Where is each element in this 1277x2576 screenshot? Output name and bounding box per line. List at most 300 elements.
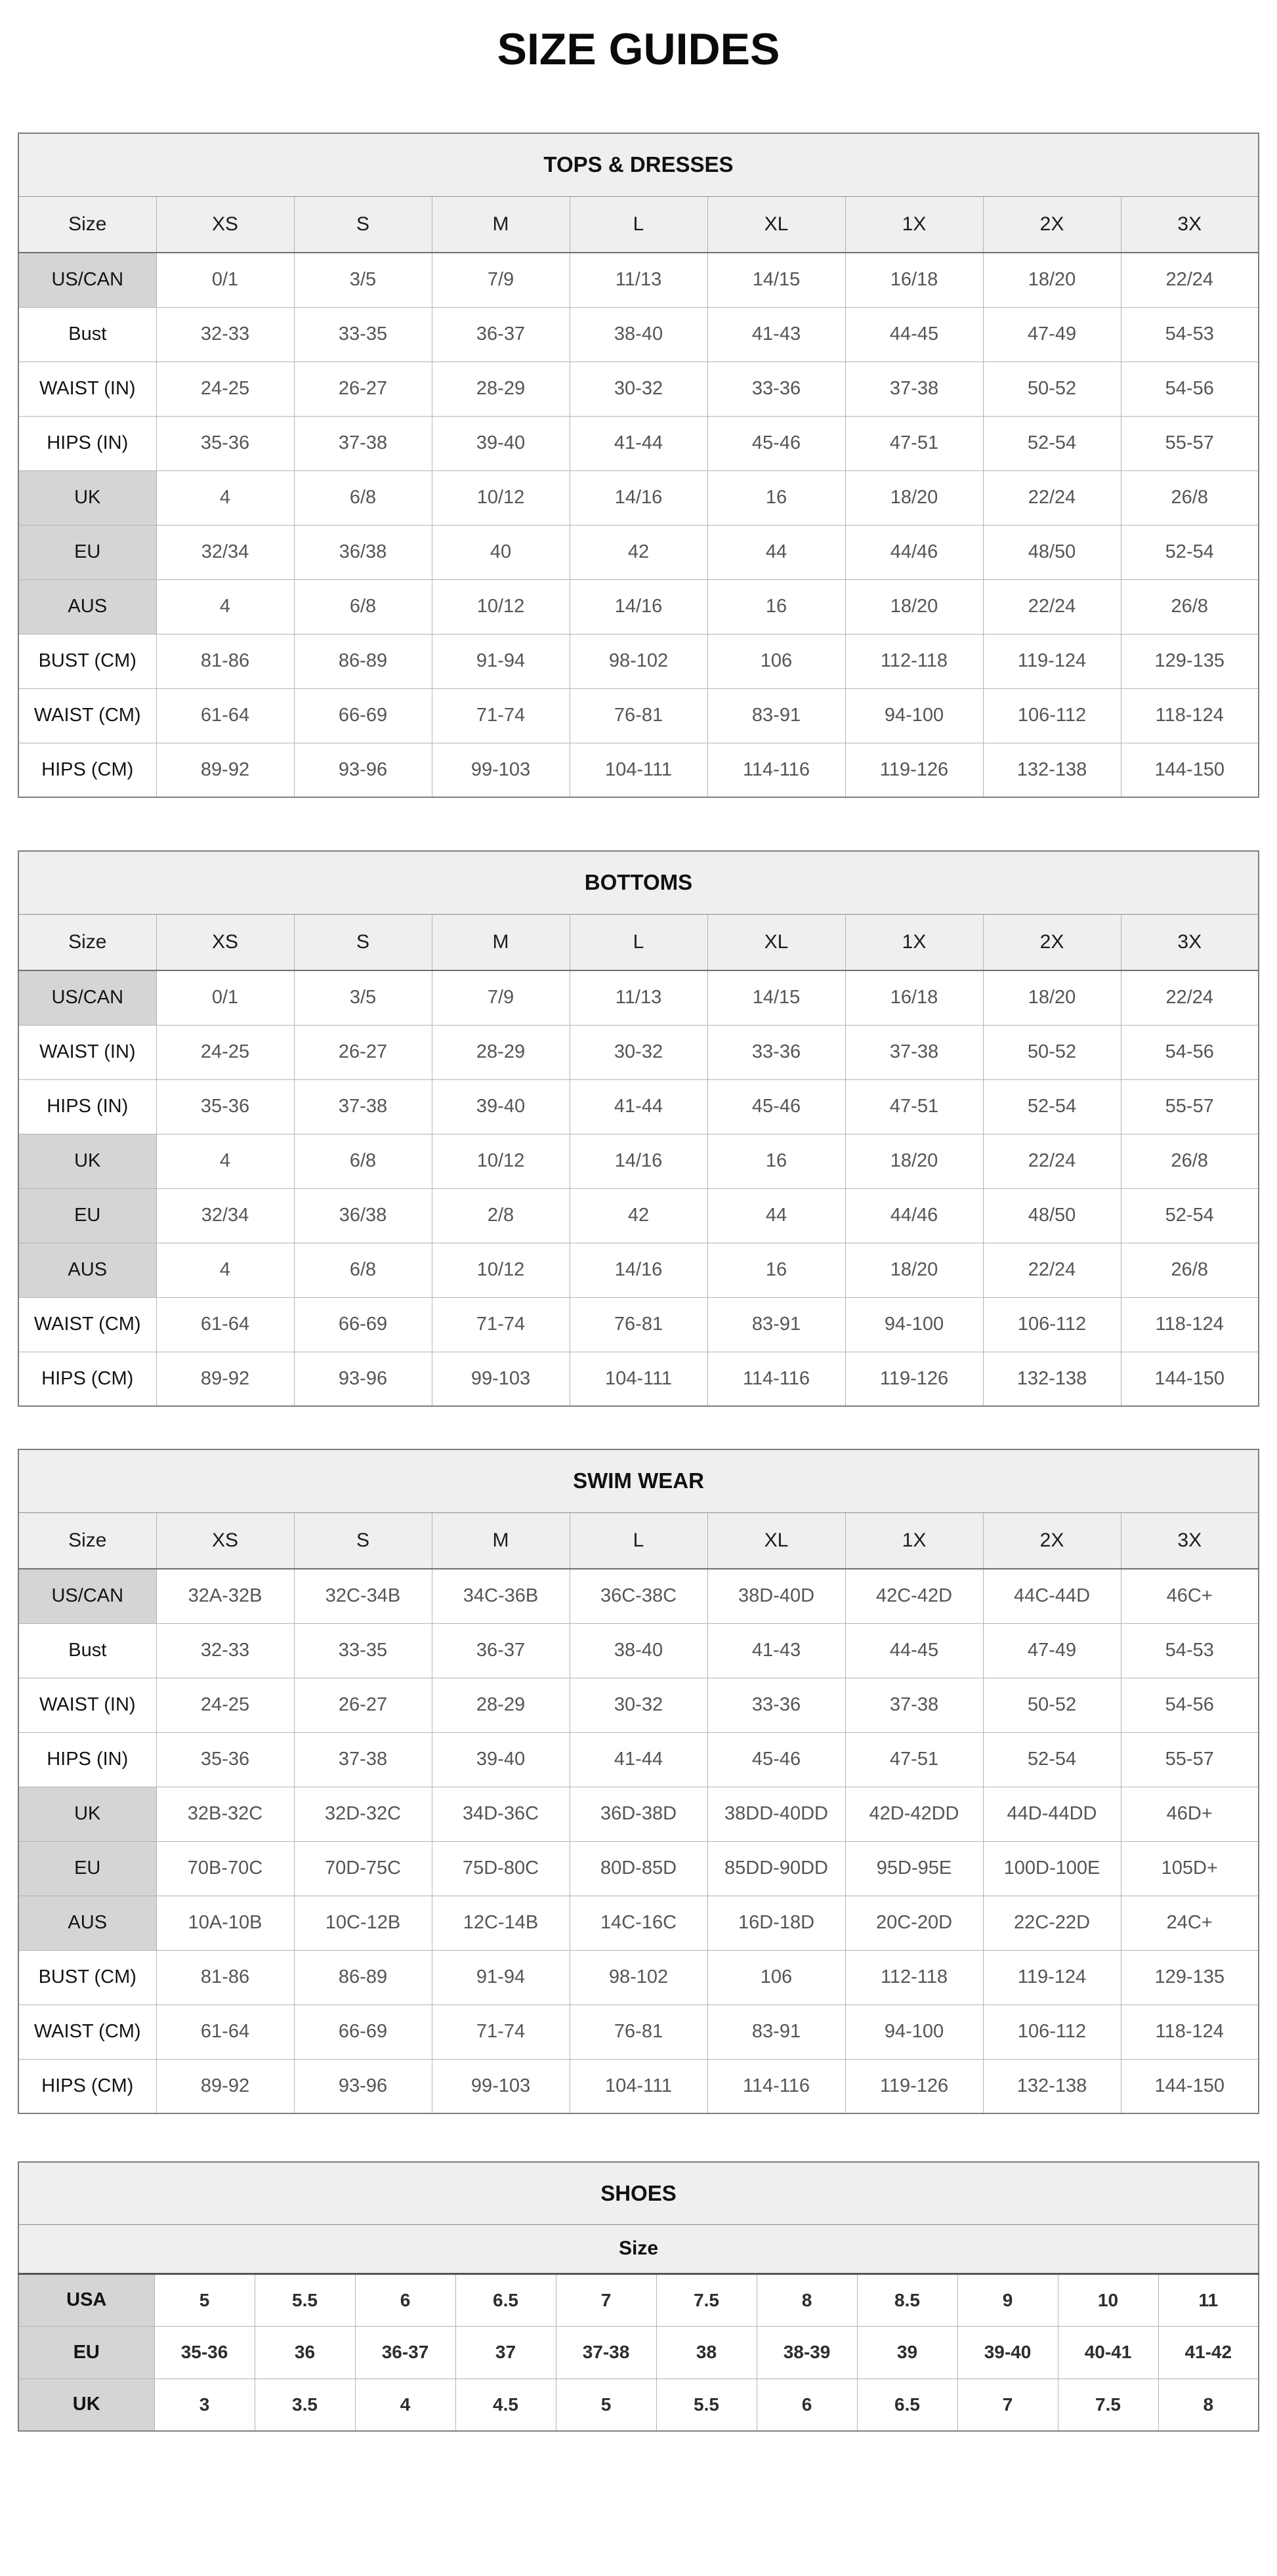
size-value: 100D-100E bbox=[983, 1841, 1121, 1896]
size-value: 47-51 bbox=[845, 416, 983, 470]
size-value: 119-126 bbox=[845, 743, 983, 797]
table-row bbox=[18, 470, 1259, 525]
size-value: 4.5 bbox=[455, 2379, 556, 2431]
size-value: 24-25 bbox=[156, 1025, 294, 1079]
row-label: AUS bbox=[18, 579, 156, 634]
table-row bbox=[18, 1569, 1259, 1623]
size-value: 36-37 bbox=[432, 1623, 570, 1678]
size-value: 5 bbox=[154, 2274, 255, 2326]
table-title-row bbox=[18, 1449, 1259, 1512]
size-value: 39-40 bbox=[432, 1079, 570, 1134]
column-header: Size bbox=[18, 196, 156, 253]
size-value: 44 bbox=[707, 1188, 845, 1243]
size-value: 41-43 bbox=[707, 307, 845, 362]
size-value: 106-112 bbox=[983, 688, 1121, 743]
size-table-swim bbox=[18, 1449, 1259, 2114]
row-label: US/CAN bbox=[18, 253, 156, 307]
size-value: 41-42 bbox=[1158, 2326, 1259, 2379]
row-label: Bust bbox=[18, 307, 156, 362]
size-value: 10C-12B bbox=[294, 1896, 432, 1950]
size-value: 81-86 bbox=[156, 634, 294, 688]
table-row bbox=[18, 2059, 1259, 2113]
size-value: 18/20 bbox=[845, 579, 983, 634]
size-value: 38DD-40DD bbox=[707, 1787, 845, 1841]
tables-container bbox=[0, 133, 1277, 2432]
size-value: 5.5 bbox=[656, 2379, 757, 2431]
column-header: 2X bbox=[983, 1512, 1121, 1569]
table-row bbox=[18, 1188, 1259, 1243]
size-value: 66-69 bbox=[294, 688, 432, 743]
size-value: 112-118 bbox=[845, 1950, 983, 2005]
size-value: 32-33 bbox=[156, 307, 294, 362]
column-header: XL bbox=[707, 196, 845, 253]
size-value: 32A-32B bbox=[156, 1569, 294, 1623]
size-value: 8 bbox=[1158, 2379, 1259, 2431]
size-value: 66-69 bbox=[294, 2005, 432, 2059]
size-value: 10A-10B bbox=[156, 1896, 294, 1950]
size-value: 28-29 bbox=[432, 1678, 570, 1732]
size-value: 89-92 bbox=[156, 2059, 294, 2113]
row-label: WAIST (CM) bbox=[18, 688, 156, 743]
column-header: 1X bbox=[845, 196, 983, 253]
size-value: 37-38 bbox=[294, 416, 432, 470]
column-header: 2X bbox=[983, 914, 1121, 970]
table-row bbox=[18, 2005, 1259, 2059]
size-value: 106-112 bbox=[983, 1297, 1121, 1352]
size-value: 61-64 bbox=[156, 688, 294, 743]
size-table-shoes bbox=[18, 2161, 1259, 2432]
size-value: 14C-16C bbox=[570, 1896, 707, 1950]
size-value: 33-36 bbox=[707, 1025, 845, 1079]
size-value: 32/34 bbox=[156, 1188, 294, 1243]
size-value: 30-32 bbox=[570, 362, 707, 416]
size-value: 18/20 bbox=[983, 970, 1121, 1025]
size-value: 4 bbox=[156, 1243, 294, 1297]
size-value: 104-111 bbox=[570, 2059, 707, 2113]
size-value: 14/16 bbox=[570, 1134, 707, 1188]
size-value: 33-35 bbox=[294, 307, 432, 362]
row-label: WAIST (CM) bbox=[18, 2005, 156, 2059]
size-value: 91-94 bbox=[432, 634, 570, 688]
size-value: 144-150 bbox=[1121, 1352, 1259, 1406]
size-value: 99-103 bbox=[432, 2059, 570, 2113]
table-row bbox=[18, 416, 1259, 470]
size-value: 38-40 bbox=[570, 1623, 707, 1678]
column-header: XS bbox=[156, 196, 294, 253]
size-value: 16D-18D bbox=[707, 1896, 845, 1950]
size-value: 86-89 bbox=[294, 1950, 432, 2005]
table-row bbox=[18, 525, 1259, 579]
size-value: 52-54 bbox=[1121, 1188, 1259, 1243]
size-value: 4 bbox=[156, 1134, 294, 1188]
column-header-row bbox=[18, 196, 1259, 253]
column-header: M bbox=[432, 1512, 570, 1569]
size-value: 24-25 bbox=[156, 362, 294, 416]
size-table-bottoms bbox=[18, 850, 1259, 1407]
size-value: 3.5 bbox=[255, 2379, 355, 2431]
size-value: 14/16 bbox=[570, 579, 707, 634]
size-value: 18/20 bbox=[983, 253, 1121, 307]
size-value: 93-96 bbox=[294, 743, 432, 797]
size-value: 71-74 bbox=[432, 1297, 570, 1352]
size-value: 33-36 bbox=[707, 1678, 845, 1732]
size-value: 18/20 bbox=[845, 1134, 983, 1188]
size-value: 41-44 bbox=[570, 1732, 707, 1787]
size-value: 28-29 bbox=[432, 362, 570, 416]
row-label: UK bbox=[18, 1787, 156, 1841]
size-value: 83-91 bbox=[707, 688, 845, 743]
size-value: 16 bbox=[707, 1134, 845, 1188]
size-value: 46D+ bbox=[1121, 1787, 1259, 1841]
size-value: 99-103 bbox=[432, 1352, 570, 1406]
size-value: 16 bbox=[707, 470, 845, 525]
row-label: US/CAN bbox=[18, 1569, 156, 1623]
size-value: 114-116 bbox=[707, 743, 845, 797]
size-value: 98-102 bbox=[570, 634, 707, 688]
size-value: 119-124 bbox=[983, 1950, 1121, 2005]
size-value: 91-94 bbox=[432, 1950, 570, 2005]
table-title: TOPS & DRESSES bbox=[18, 133, 1259, 196]
size-value: 118-124 bbox=[1121, 1297, 1259, 1352]
table-row bbox=[18, 1623, 1259, 1678]
table-row bbox=[18, 579, 1259, 634]
size-value: 86-89 bbox=[294, 634, 432, 688]
table-row bbox=[18, 634, 1259, 688]
size-value: 22C-22D bbox=[983, 1896, 1121, 1950]
size-value: 61-64 bbox=[156, 2005, 294, 2059]
table-row bbox=[18, 1134, 1259, 1188]
size-value: 94-100 bbox=[845, 2005, 983, 2059]
size-value: 4 bbox=[156, 579, 294, 634]
size-value: 6/8 bbox=[294, 470, 432, 525]
size-value: 89-92 bbox=[156, 1352, 294, 1406]
size-value: 8 bbox=[757, 2274, 857, 2326]
size-value: 94-100 bbox=[845, 1297, 983, 1352]
size-value: 30-32 bbox=[570, 1678, 707, 1732]
size-value: 20C-20D bbox=[845, 1896, 983, 1950]
size-value: 106 bbox=[707, 1950, 845, 2005]
table-subtitle-row bbox=[18, 2224, 1259, 2274]
size-value: 6/8 bbox=[294, 1134, 432, 1188]
size-value: 81-86 bbox=[156, 1950, 294, 2005]
size-value: 37-38 bbox=[845, 1025, 983, 1079]
column-header: 2X bbox=[983, 196, 1121, 253]
size-value: 34C-36B bbox=[432, 1569, 570, 1623]
size-value: 3 bbox=[154, 2379, 255, 2431]
size-value: 35-36 bbox=[156, 1732, 294, 1787]
size-value: 37-38 bbox=[294, 1079, 432, 1134]
size-value: 6.5 bbox=[455, 2274, 556, 2326]
table-row bbox=[18, 2274, 1259, 2326]
size-value: 22/24 bbox=[983, 579, 1121, 634]
table-row bbox=[18, 307, 1259, 362]
size-value: 10/12 bbox=[432, 579, 570, 634]
size-value: 6/8 bbox=[294, 1243, 432, 1297]
size-value: 118-124 bbox=[1121, 688, 1259, 743]
size-value: 11/13 bbox=[570, 970, 707, 1025]
size-value: 52-54 bbox=[983, 1732, 1121, 1787]
row-label: EU bbox=[18, 525, 156, 579]
size-value: 11 bbox=[1158, 2274, 1259, 2326]
size-value: 48/50 bbox=[983, 1188, 1121, 1243]
row-label: WAIST (CM) bbox=[18, 1297, 156, 1352]
size-value: 22/24 bbox=[1121, 970, 1259, 1025]
size-value: 24-25 bbox=[156, 1678, 294, 1732]
size-value: 42C-42D bbox=[845, 1569, 983, 1623]
table-row bbox=[18, 1079, 1259, 1134]
size-value: 18/20 bbox=[845, 1243, 983, 1297]
table-title: SWIM WEAR bbox=[18, 1449, 1259, 1512]
size-value: 7/9 bbox=[432, 253, 570, 307]
row-label: HIPS (CM) bbox=[18, 1352, 156, 1406]
size-value: 22/24 bbox=[983, 1134, 1121, 1188]
size-value: 16/18 bbox=[845, 253, 983, 307]
size-value: 144-150 bbox=[1121, 743, 1259, 797]
column-header: 3X bbox=[1121, 1512, 1259, 1569]
row-label: WAIST (IN) bbox=[18, 1025, 156, 1079]
table-row bbox=[18, 1787, 1259, 1841]
size-value: 47-49 bbox=[983, 1623, 1121, 1678]
size-value: 95D-95E bbox=[845, 1841, 983, 1896]
size-value: 42 bbox=[570, 525, 707, 579]
size-value: 119-124 bbox=[983, 634, 1121, 688]
row-label: HIPS (IN) bbox=[18, 1079, 156, 1134]
size-value: 44-45 bbox=[845, 307, 983, 362]
size-value: 50-52 bbox=[983, 1025, 1121, 1079]
size-value: 76-81 bbox=[570, 688, 707, 743]
size-value: 26/8 bbox=[1121, 579, 1259, 634]
size-value: 24C+ bbox=[1121, 1896, 1259, 1950]
size-value: 104-111 bbox=[570, 1352, 707, 1406]
size-value: 39-40 bbox=[957, 2326, 1058, 2379]
size-value: 2/8 bbox=[432, 1188, 570, 1243]
size-value: 4 bbox=[355, 2379, 455, 2431]
size-value: 44 bbox=[707, 525, 845, 579]
size-value: 9 bbox=[957, 2274, 1058, 2326]
table-row bbox=[18, 1896, 1259, 1950]
size-value: 26/8 bbox=[1121, 470, 1259, 525]
size-value: 41-43 bbox=[707, 1623, 845, 1678]
table-row bbox=[18, 1732, 1259, 1787]
row-label: AUS bbox=[18, 1896, 156, 1950]
size-value: 11/13 bbox=[570, 253, 707, 307]
column-header: M bbox=[432, 196, 570, 253]
size-value: 36/38 bbox=[294, 525, 432, 579]
size-value: 47-49 bbox=[983, 307, 1121, 362]
size-value: 10/12 bbox=[432, 470, 570, 525]
size-value: 37-38 bbox=[556, 2326, 656, 2379]
size-value: 54-56 bbox=[1121, 362, 1259, 416]
size-value: 16/18 bbox=[845, 970, 983, 1025]
size-value: 55-57 bbox=[1121, 416, 1259, 470]
table-row bbox=[18, 1025, 1259, 1079]
table-row bbox=[18, 1678, 1259, 1732]
size-value: 70D-75C bbox=[294, 1841, 432, 1896]
size-value: 7.5 bbox=[656, 2274, 757, 2326]
size-value: 93-96 bbox=[294, 1352, 432, 1406]
size-value: 7/9 bbox=[432, 970, 570, 1025]
row-label: EU bbox=[18, 2326, 154, 2379]
size-value: 26-27 bbox=[294, 1678, 432, 1732]
size-value: 52-54 bbox=[1121, 525, 1259, 579]
size-value: 6 bbox=[757, 2379, 857, 2431]
row-label: WAIST (IN) bbox=[18, 362, 156, 416]
column-header: S bbox=[294, 196, 432, 253]
size-table-tops bbox=[18, 133, 1259, 798]
size-value: 50-52 bbox=[983, 1678, 1121, 1732]
size-value: 35-36 bbox=[156, 1079, 294, 1134]
size-value: 32C-34B bbox=[294, 1569, 432, 1623]
size-value: 114-116 bbox=[707, 2059, 845, 2113]
size-value: 33-35 bbox=[294, 1623, 432, 1678]
table-row bbox=[18, 1950, 1259, 2005]
row-label: UK bbox=[18, 470, 156, 525]
size-value: 3/5 bbox=[294, 970, 432, 1025]
size-value: 38 bbox=[656, 2326, 757, 2379]
size-value: 45-46 bbox=[707, 1732, 845, 1787]
column-header: L bbox=[570, 914, 707, 970]
size-value: 42 bbox=[570, 1188, 707, 1243]
size-value: 16 bbox=[707, 579, 845, 634]
size-value: 54-56 bbox=[1121, 1025, 1259, 1079]
size-value: 61-64 bbox=[156, 1297, 294, 1352]
row-label: UK bbox=[18, 2379, 154, 2431]
size-value: 106-112 bbox=[983, 2005, 1121, 2059]
table-title-row bbox=[18, 2162, 1259, 2224]
row-label: BUST (CM) bbox=[18, 634, 156, 688]
size-value: 55-57 bbox=[1121, 1079, 1259, 1134]
size-value: 10/12 bbox=[432, 1134, 570, 1188]
size-value: 94-100 bbox=[845, 688, 983, 743]
size-value: 132-138 bbox=[983, 2059, 1121, 2113]
size-value: 132-138 bbox=[983, 1352, 1121, 1406]
row-label: Bust bbox=[18, 1623, 156, 1678]
column-header: 1X bbox=[845, 1512, 983, 1569]
size-value: 45-46 bbox=[707, 416, 845, 470]
size-value: 76-81 bbox=[570, 1297, 707, 1352]
size-value: 14/15 bbox=[707, 253, 845, 307]
size-value: 47-51 bbox=[845, 1732, 983, 1787]
table-title-row bbox=[18, 133, 1259, 196]
table-subtitle: Size bbox=[18, 2224, 1259, 2274]
size-value: 85DD-90DD bbox=[707, 1841, 845, 1896]
table-row bbox=[18, 1243, 1259, 1297]
size-value: 35-36 bbox=[156, 416, 294, 470]
column-header: L bbox=[570, 1512, 707, 1569]
size-value: 129-135 bbox=[1121, 634, 1259, 688]
size-value: 66-69 bbox=[294, 1297, 432, 1352]
size-value: 112-118 bbox=[845, 634, 983, 688]
size-value: 0/1 bbox=[156, 970, 294, 1025]
size-value: 80D-85D bbox=[570, 1841, 707, 1896]
size-value: 75D-80C bbox=[432, 1841, 570, 1896]
row-label: HIPS (IN) bbox=[18, 1732, 156, 1787]
size-value: 8.5 bbox=[857, 2274, 957, 2326]
size-value: 30-32 bbox=[570, 1025, 707, 1079]
size-value: 32D-32C bbox=[294, 1787, 432, 1841]
size-value: 39 bbox=[857, 2326, 957, 2379]
table-row bbox=[18, 743, 1259, 797]
size-value: 52-54 bbox=[983, 1079, 1121, 1134]
size-guides-page bbox=[0, 24, 1277, 2576]
row-label: US/CAN bbox=[18, 970, 156, 1025]
size-value: 37-38 bbox=[845, 1678, 983, 1732]
size-value: 50-52 bbox=[983, 362, 1121, 416]
size-value: 54-56 bbox=[1121, 1678, 1259, 1732]
size-value: 41-44 bbox=[570, 416, 707, 470]
size-value: 44/46 bbox=[845, 1188, 983, 1243]
size-value: 40 bbox=[432, 525, 570, 579]
table-title: SHOES bbox=[18, 2162, 1259, 2224]
size-value: 36 bbox=[255, 2326, 355, 2379]
size-value: 22/24 bbox=[983, 470, 1121, 525]
size-value: 10 bbox=[1058, 2274, 1158, 2326]
size-value: 83-91 bbox=[707, 2005, 845, 2059]
size-value: 36-37 bbox=[355, 2326, 455, 2379]
size-value: 44C-44D bbox=[983, 1569, 1121, 1623]
size-value: 119-126 bbox=[845, 1352, 983, 1406]
table-row bbox=[18, 1352, 1259, 1406]
table-row bbox=[18, 362, 1259, 416]
column-header: Size bbox=[18, 914, 156, 970]
size-value: 26/8 bbox=[1121, 1243, 1259, 1297]
size-value: 37 bbox=[455, 2326, 556, 2379]
size-value: 32/34 bbox=[156, 525, 294, 579]
size-value: 6 bbox=[355, 2274, 455, 2326]
size-value: 71-74 bbox=[432, 2005, 570, 2059]
size-value: 41-44 bbox=[570, 1079, 707, 1134]
size-value: 26-27 bbox=[294, 1025, 432, 1079]
size-value: 14/16 bbox=[570, 1243, 707, 1297]
size-value: 28-29 bbox=[432, 1025, 570, 1079]
size-value: 37-38 bbox=[845, 362, 983, 416]
size-value: 5.5 bbox=[255, 2274, 355, 2326]
table-title-row bbox=[18, 851, 1259, 914]
size-value: 119-126 bbox=[845, 2059, 983, 2113]
table-row bbox=[18, 2326, 1259, 2379]
column-header-row bbox=[18, 1512, 1259, 1569]
size-value: 37-38 bbox=[294, 1732, 432, 1787]
size-value: 22/24 bbox=[1121, 253, 1259, 307]
size-value: 6/8 bbox=[294, 579, 432, 634]
table-title: BOTTOMS bbox=[18, 851, 1259, 914]
size-value: 0/1 bbox=[156, 253, 294, 307]
column-header: XS bbox=[156, 914, 294, 970]
column-header: S bbox=[294, 1512, 432, 1569]
size-value: 7 bbox=[556, 2274, 656, 2326]
size-value: 14/15 bbox=[707, 970, 845, 1025]
size-value: 10/12 bbox=[432, 1243, 570, 1297]
size-value: 38D-40D bbox=[707, 1569, 845, 1623]
size-value: 129-135 bbox=[1121, 1950, 1259, 2005]
size-value: 54-53 bbox=[1121, 307, 1259, 362]
size-value: 132-138 bbox=[983, 743, 1121, 797]
size-value: 3/5 bbox=[294, 253, 432, 307]
column-header: M bbox=[432, 914, 570, 970]
row-label: EU bbox=[18, 1188, 156, 1243]
size-value: 26/8 bbox=[1121, 1134, 1259, 1188]
size-value: 18/20 bbox=[845, 470, 983, 525]
size-value: 12C-14B bbox=[432, 1896, 570, 1950]
size-value: 70B-70C bbox=[156, 1841, 294, 1896]
size-value: 4 bbox=[156, 470, 294, 525]
row-label: HIPS (IN) bbox=[18, 416, 156, 470]
size-value: 44/46 bbox=[845, 525, 983, 579]
row-label: BUST (CM) bbox=[18, 1950, 156, 2005]
size-value: 105D+ bbox=[1121, 1841, 1259, 1896]
column-header-row bbox=[18, 914, 1259, 970]
row-label: HIPS (CM) bbox=[18, 2059, 156, 2113]
